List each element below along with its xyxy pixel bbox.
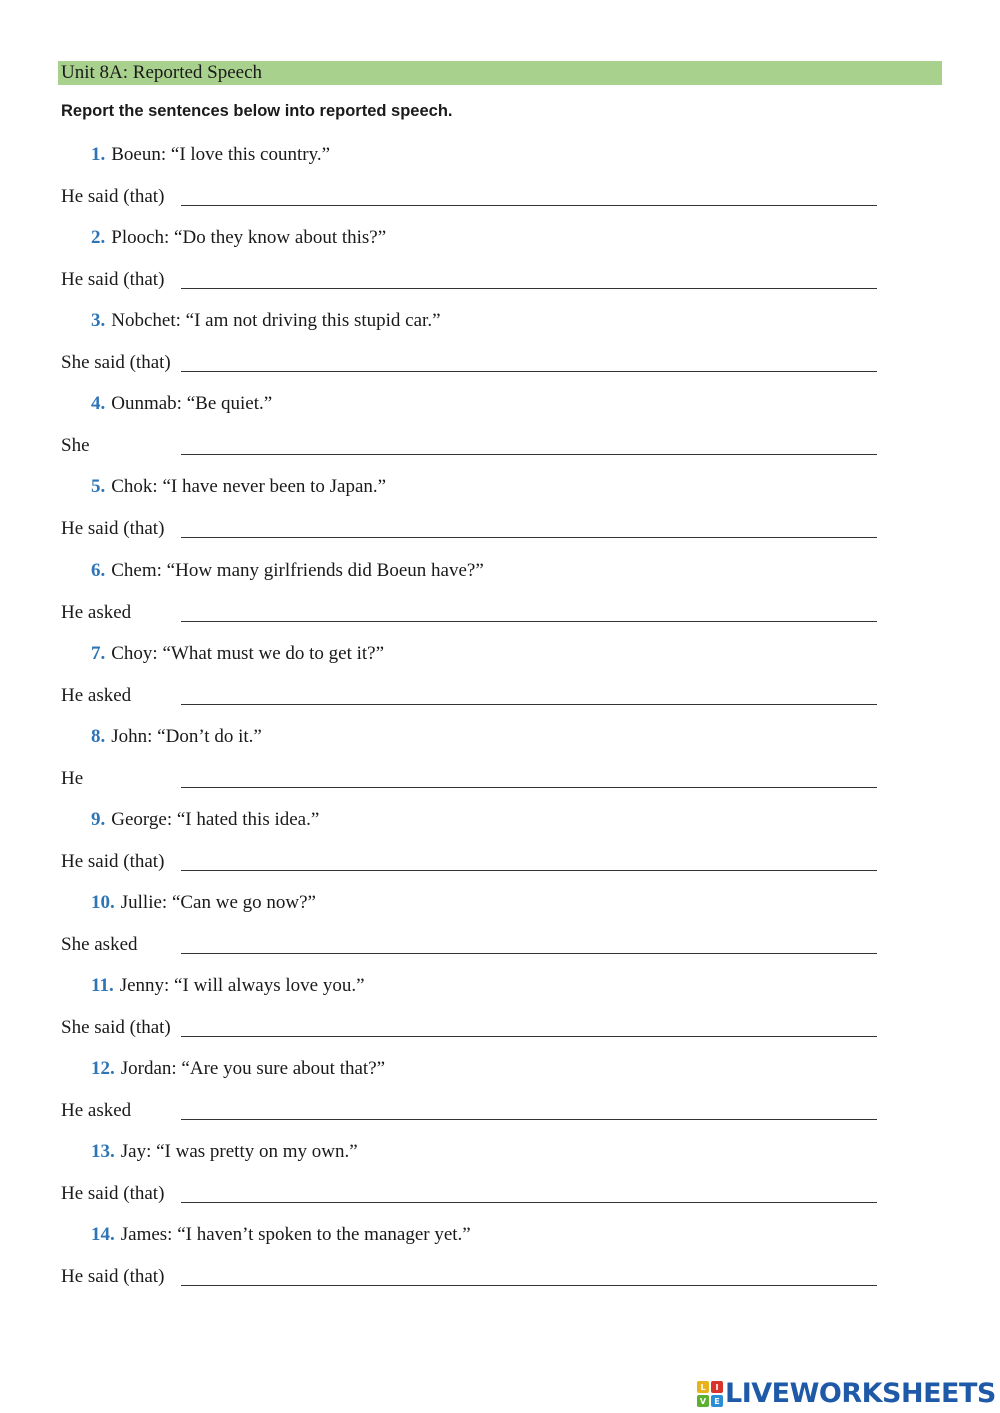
question-text-row xyxy=(91,559,484,583)
question-number: 9. xyxy=(91,809,106,830)
answer-blank[interactable] xyxy=(181,288,877,289)
question-text-row xyxy=(91,974,365,998)
question-number: 8. xyxy=(91,726,106,747)
question-text-row xyxy=(91,725,262,749)
question-sentence: Jordan: “Are you sure about that?” xyxy=(120,1058,386,1079)
question-sentence: Jullie: “Can we go now?” xyxy=(120,892,316,913)
question-text-row xyxy=(91,143,330,167)
answer-blank[interactable] xyxy=(181,870,877,871)
question-sentence: Plooch: “Do they know about this?” xyxy=(111,227,387,248)
answer-blank[interactable] xyxy=(181,454,877,455)
answer-blank[interactable] xyxy=(181,371,877,372)
question-item xyxy=(0,1140,1000,1224)
question-number: 5. xyxy=(91,476,106,497)
answer-lead: He said (that) xyxy=(61,1183,165,1204)
question-number: 2. xyxy=(91,227,106,248)
answer-lead: He asked xyxy=(61,1100,132,1121)
question-item xyxy=(0,1057,1000,1141)
answer-lead: He said (that) xyxy=(61,269,165,290)
question-item xyxy=(0,808,1000,892)
question-text-row xyxy=(91,1140,358,1164)
question-text-row xyxy=(91,891,316,915)
answer-lead: She said (that) xyxy=(61,352,171,373)
answer-blank[interactable] xyxy=(181,537,877,538)
answer-lead: He said (that) xyxy=(61,518,165,539)
liveworksheets-logo xyxy=(697,1377,996,1411)
logo-text: LIVEWORKSHEETS xyxy=(725,1378,996,1409)
answer-lead: She xyxy=(61,435,90,456)
question-sentence: Nobchet: “I am not driving this stupid car.” xyxy=(111,310,441,331)
answer-blank[interactable] xyxy=(181,787,877,788)
answer-blank[interactable] xyxy=(181,1036,877,1037)
question-text-row xyxy=(91,808,319,832)
question-number: 1. xyxy=(91,144,106,165)
liveworksheets-logo-icon: L I V E xyxy=(697,1381,723,1407)
question-sentence: Choy: “What must we do to get it?” xyxy=(111,643,385,664)
question-number: 11. xyxy=(91,975,114,996)
question-item xyxy=(0,974,1000,1058)
answer-blank[interactable] xyxy=(181,1285,877,1286)
unit-title-bar xyxy=(58,61,942,85)
instructions: Report the sentences below into reported speech. xyxy=(61,102,453,120)
question-sentence: Jenny: “I will always love you.” xyxy=(119,975,365,996)
answer-blank[interactable] xyxy=(181,953,877,954)
question-sentence: Boeun: “I love this country.” xyxy=(111,144,331,165)
answer-lead: She said (that) xyxy=(61,1017,171,1038)
question-number: 13. xyxy=(91,1141,115,1162)
question-sentence: Ounmab: “Be quiet.” xyxy=(111,393,273,414)
question-item xyxy=(0,143,1000,227)
answer-lead: He said (that) xyxy=(61,1266,165,1287)
question-item xyxy=(0,309,1000,393)
question-number: 14. xyxy=(91,1224,115,1245)
question-item xyxy=(0,1223,1000,1307)
answer-blank[interactable] xyxy=(181,704,877,705)
question-sentence: George: “I hated this idea.” xyxy=(111,809,320,830)
answer-blank[interactable] xyxy=(181,205,877,206)
question-item xyxy=(0,226,1000,310)
unit-title: Unit 8A: Reported Speech xyxy=(61,62,263,83)
question-sentence: Chem: “How many girlfriends did Boeun have?” xyxy=(111,560,484,581)
question-item xyxy=(0,392,1000,476)
answer-blank[interactable] xyxy=(181,1119,877,1120)
question-item xyxy=(0,891,1000,975)
answer-blank[interactable] xyxy=(181,621,877,622)
question-text-row xyxy=(91,642,384,666)
answer-blank[interactable] xyxy=(181,1202,877,1203)
question-sentence: James: “I haven’t spoken to the manager yet.” xyxy=(120,1224,471,1245)
question-text-row xyxy=(91,475,386,499)
question-text-row xyxy=(91,392,272,416)
question-sentence: John: “Don’t do it.” xyxy=(111,726,262,747)
answer-lead: He asked xyxy=(61,602,132,623)
question-number: 10. xyxy=(91,892,115,913)
answer-lead: He xyxy=(61,768,84,789)
question-number: 12. xyxy=(91,1058,115,1079)
question-sentence: Chok: “I have never been to Japan.” xyxy=(111,476,387,497)
question-text-row xyxy=(91,226,386,250)
answer-lead: She asked xyxy=(61,934,138,955)
answer-lead: He asked xyxy=(61,685,132,706)
question-number: 4. xyxy=(91,393,106,414)
question-text-row xyxy=(91,1223,471,1247)
question-item xyxy=(0,475,1000,559)
answer-lead: He said (that) xyxy=(61,851,165,872)
question-number: 7. xyxy=(91,643,106,664)
question-number: 6. xyxy=(91,560,106,581)
question-item xyxy=(0,725,1000,809)
question-text-row xyxy=(91,1057,385,1081)
question-item xyxy=(0,642,1000,726)
question-sentence: Jay: “I was pretty on my own.” xyxy=(120,1141,358,1162)
question-number: 3. xyxy=(91,310,106,331)
question-item xyxy=(0,559,1000,643)
question-text-row xyxy=(91,309,441,333)
answer-lead: He said (that) xyxy=(61,186,165,207)
